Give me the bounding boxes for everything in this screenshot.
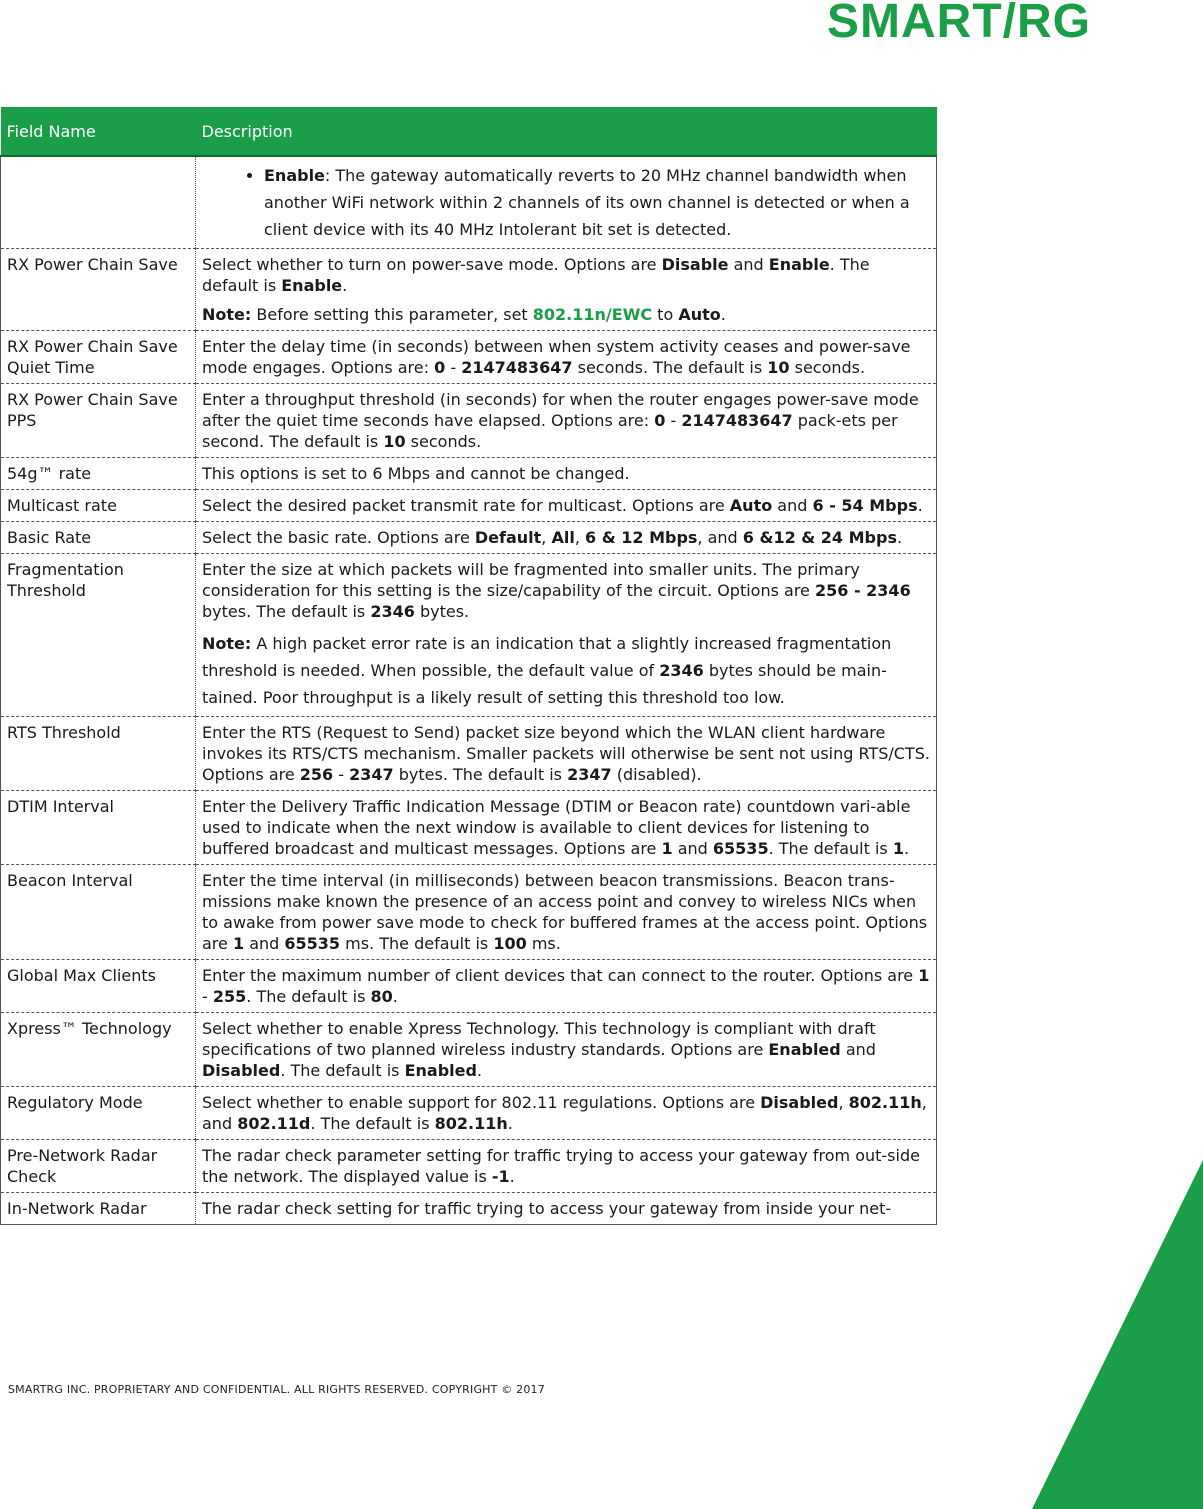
desc-value: 802.11h [848,1093,922,1112]
desc-text: . The default is [202,255,870,295]
desc-text: seconds. The default is [572,358,768,377]
field-name: RTS Threshold [1,717,196,791]
desc-text: - [445,358,462,377]
desc-text: ms. The default is [340,934,494,953]
field-name: Xpress™ Technology [1,1013,196,1087]
desc-text: - [665,411,682,430]
desc-text: and [840,1040,876,1059]
desc-value: 2347 [349,765,394,784]
desc-value: Enabled [404,1061,477,1080]
desc-value: 1 [918,966,930,985]
desc-text: and [672,839,713,858]
field-name: 54g™ rate [1,458,196,490]
bullet-label: Enable [264,166,325,185]
desc-text: ms. [526,934,561,953]
green-corner-triangle [1032,1160,1203,1509]
desc-text: Enter a throughput threshold (in seconds) for when the router engages power-save mode after the quiet time seconds have elapsed. Options are: [202,390,919,430]
note-text: A high packet error rate is an indication that a slightly increased fragmentation threshold is needed. When possible, the default value of [202,634,892,680]
desc-value: 256 [299,765,334,784]
desc-value: 0 [434,358,446,377]
desc-text: , [541,528,552,547]
desc-value: Enable [768,255,830,274]
field-name: Beacon Interval [1,865,196,960]
desc-value: 10 [383,432,406,451]
desc-value: 100 [493,934,527,953]
desc-value: 6 - 54 Mbps [812,496,918,515]
desc-text: Enter the delay time (in seconds) between when system activity ceases and power-save mode engages. Options are: [202,337,911,377]
field-name: In-Network Radar [1,1193,196,1225]
desc-text: . The default is [310,1114,435,1133]
note-label: Note: [202,634,252,653]
desc-value: 2346 [659,661,704,680]
desc-text: Enter the maximum number of client devices that can connect to the router. Options are [202,966,919,985]
desc-text: bytes. The default is [202,602,371,621]
desc-value: Auto [678,305,721,324]
desc-text: Select whether to enable support for 802.11 regulations. Options are [202,1093,761,1112]
desc-text: . [917,496,923,515]
desc-value: 6 & 12 Mbps [585,528,698,547]
bullet-text: : The gateway automatically reverts to 20 MHz channel bandwidth when another WiFi network within 2 channels of its own channel is detected or when a client device with its 40 MHz Intolerant bit set is detected. [264,166,910,239]
desc-text: (disabled). [611,765,702,784]
desc-text: . [507,1114,513,1133]
desc-value: 2147483647 [461,358,573,377]
desc-value: 10 [767,358,790,377]
footer-copyright: SMARTRG INC. PROPRIETARY AND CONFIDENTIAL. ALL RIGHTS RESERVED. COPYRIGHT © 2017 [8,1383,545,1396]
desc-text: . [476,1061,483,1080]
note-text: to [652,305,679,324]
desc-value: 1 [661,839,673,858]
desc-value: Disable [661,255,729,274]
desc-value: Disabled [202,1061,281,1080]
desc-text: , [838,1093,849,1112]
desc-text: This options is set to 6 Mbps and cannot be changed. [202,464,630,483]
field-name: Regulatory Mode [1,1087,196,1140]
desc-text: The radar check setting for traffic trying to access your gateway from inside your net- [202,1199,892,1218]
desc-text: Select the desired packet transmit rate for multicast. Options are [202,496,730,515]
note-label: Note: [202,305,252,324]
desc-value: 6 &12 & 24 Mbps [742,528,897,547]
desc-value: 2346 [370,602,415,621]
desc-text: . [342,276,348,295]
desc-text: Select whether to enable Xpress Technology. This technology is compliant with draft specifications of two planned wireless industry standards. Options are [202,1019,876,1059]
desc-text: and [244,934,285,953]
desc-value: Default [474,528,542,547]
desc-text: - [202,987,213,1006]
desc-text: and [728,255,769,274]
desc-value: 65535 [712,839,769,858]
note-text: . [720,305,726,324]
desc-value: 256 - 2346 [814,581,911,600]
desc-text: , [574,528,585,547]
desc-value: -1 [491,1167,510,1186]
desc-value: Auto [729,496,773,515]
desc-text: . The default is [768,839,893,858]
desc-text: . [903,839,910,858]
desc-text: . [392,987,398,1006]
desc-value: Enabled [768,1040,841,1059]
desc-text: , and [697,528,743,547]
field-name: RX Power Chain Save [1,249,196,331]
note-text: bytes should be main-tained. Poor throughput is a likely result of setting this threshold too low. [202,661,887,707]
desc-value: 802.11d [237,1114,311,1133]
desc-text: . [509,1167,515,1186]
desc-value: 1 [892,839,904,858]
desc-text: . The default is [280,1061,405,1080]
field-name: RX Power Chain Save Quiet Time [1,331,196,384]
field-name: DTIM Interval [1,791,196,865]
field-name: Basic Rate [1,522,196,554]
desc-value: 0 [654,411,666,430]
field-name: Multicast rate [1,490,196,522]
desc-text: bytes. The default is [393,765,568,784]
desc-text: Select whether to turn on power-save mode. Options are [202,255,662,274]
desc-text: seconds. [405,432,482,451]
desc-text: Select the basic rate. Options are [202,528,475,547]
desc-text: Enter the RTS (Request to Send) packet size beyond which the WLAN client hardware invokes its RTS/CTS mechanism. Smaller packets will otherwise be sent not using RTS/CTS. Options are [202,723,930,784]
field-name: RX Power Chain Save PPS [1,384,196,458]
header-description: Description [196,107,937,156]
desc-value: 255 [212,987,247,1006]
desc-text: - [333,765,350,784]
desc-text: . [896,528,903,547]
desc-text: , and [202,1093,927,1133]
setting-link[interactable]: 802.11n/EWC [532,305,653,324]
desc-text: and [772,496,813,515]
field-name: Global Max Clients [1,960,196,1013]
desc-value: 80 [370,987,393,1006]
desc-value: 65535 [284,934,341,953]
desc-value: All [551,528,575,547]
desc-text: Enter the Delivery Traffic Indication Message (DTIM or Beacon rate) countdown vari-able used to indicate when the next window is available to client devices for listening to buffered broadcast and multicast messages. Options are [202,797,911,858]
field-name: Fragmentation Threshold [1,554,196,717]
desc-text: The radar check parameter setting for traffic trying to access your gateway from out-side the network. The displayed value is [202,1146,920,1186]
desc-text: seconds. [789,358,866,377]
desc-value: 1 [232,934,245,953]
desc-value: Disabled [760,1093,839,1112]
desc-value: 2147483647 [681,411,793,430]
desc-text: . The default is [246,987,371,1006]
desc-text: Enter the time interval (in milliseconds) between beacon transmissions. Beacon trans-missions make known the presence of an access point and convey to wireless NICs when to awake from power save mode to check for buffered frames at the access point. Options are [202,871,928,953]
desc-value: 2347 [567,765,612,784]
field-name: Pre-Network Radar Check [1,1140,196,1193]
desc-text: Enter the size at which packets will be fragmented into smaller units. The primary consideration for this setting is the size/capability of the circuit. Options are [202,560,860,600]
desc-value: 802.11h [434,1114,508,1133]
desc-value: Enable [281,276,343,295]
header-field-name: Field Name [1,107,196,156]
smartrg-logo: SMART/RG [827,0,1091,48]
note-text: Before setting this parameter, set [251,305,533,324]
desc-text: pack-ets per second. The default is [202,411,898,451]
desc-text: bytes. [414,602,470,621]
